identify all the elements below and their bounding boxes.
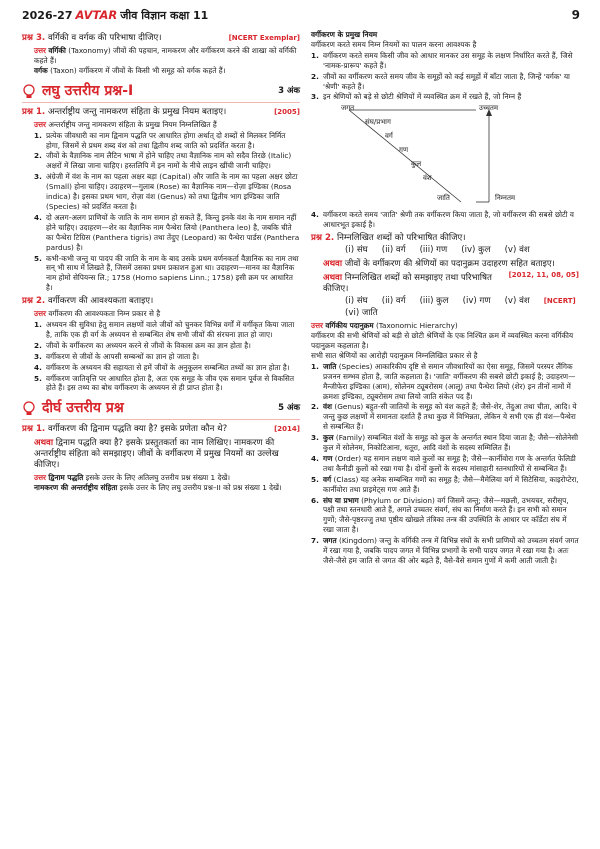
question-2-right: प्रश्न 2. निम्नलिखित शब्दों को परिभाषित कीजिए। [311,233,466,244]
list-item: 5. वर्ग (Class) यह अनेक सम्बन्धित गणों का समूह है; जैसे—मैमेलिया वर्ग में सिटेसिया, काइरोप्टेरा, कार्नीवोरा तथा प्राइमेट्स गण आते हैं। [323,475,579,495]
hierarchy-diagram: जगत उच्चतम संघ/प्रभाग वर्ग गण कुल वंश जाति निम्नतम [311,104,579,208]
bulb-icon [22,401,36,417]
section-long-answer: दीर्घ उत्तरीय प्रश्न 5 अंक [22,399,300,420]
long-question-1: प्रश्न 1. वर्गीकरण की द्विनाम पद्धति क्या है? इसके प्रणेता कौन थे? [2014] [22,424,300,435]
answer-2: उत्तर वर्गीकरण की आवश्यकता निम्न प्रकार से है 1. अध्ययन की सुविधा हेतु समान लक्षणों वाले जीवों को चुनकर विभिन्न वर्गों में वर्गीकृत किया जाता है, ताकि एक ही वर्ग के अध्ययन से सम्बन्धित शेष सभी जीवों की संरचना ज्ञात हो जाए। 2. जीवों के वर्गीकरण का अध्ययन करने से जीवों के विकास क्रम का ज्ञान होता है। 3. वर्गीकरण से जीवों के आपसी सम्बन्धों का ज्ञान हो जाता है। 4. वर्गीकरण के अध्ययन की सहायता से हमें जीवों के अनुकूलन सम्बन्धित तथ्यों का ज्ञान होता है। 5. वर्गीकरण जातिवृत्ति पर आधारित होता है, अतः एक समूह के जीव एक समान पूर्वज से विकसित होते हैं। इस तथ्य का बोध वर्गीकरण के अध्ययन से ही प्राप्त होता है। [22,309,300,393]
list-item: 4. दो अलग-अलग प्राणियों के जाति के नाम समान हो सकते हैं, किन्तु इनके वंश के नाम समान नहीं होने चाहिए। उदाहरण—शेर का वैज्ञानिक नाम पैन्थेरा लियो (Panthera leo) है, जबकि चीते का पैन्थेरा टिग्रिस (Panthera tigris) तथा तेंदुए (Leopard) का पैन्थेरा पार्डस (Panthera pardus) है। [46,213,300,253]
answer-3: उत्तर वर्गिकी (Taxonomy) जीवों की पहचान, नामकरण और वर्गीकरण करने की शाखा को वर्गिकी कहते हैं। वर्गक (Taxon) वर्गीकरण में जीवों के किसी भी समूह को वर्गक कहते हैं। [34,46,297,75]
left-column [22,30,300,493]
answer-right: उत्तर वर्गिकीय पदानुक्रम (Taxonomic Hierarchy) वर्गीकरण की सभी श्रेणियों को बड़ी से छोटी श्रेणियों के एक निश्चित क्रम में व्यवस्थित करना वर्गिकीय पदानुक्रम कहलाता है। सभी सात श्रेणियों का आरोही पदानुक्रम निम्नलिखित प्रकार से है 1. जाति (Species) आकारिकीय दृष्टि से समान जीवधारियों का ऐसा समूह, जिसमें परस्पर लैंगिक प्रजनन सम्भव होता है, जाति कहलाता है। 'जाति' वर्गीकरण की सबसे छोटी इकाई है; उदाहरण—मैन्जीफेरा इण्डिका (आम), सोलेनम ट्यूबरोसम (आलू) तथा पैन्थेरा लियो (शेर) इन तीनों नामों में क्रमशः इण्डिका, ट्यूबरोसम तथा लियो जाति संकेत पद हैं। 2. वंश (Genus) बहुत-सी जातियों के समूह को वंश कहते हैं; जैसे-शेर, तेंदुआ तथा चीता, आदि। ये जन्तु कुछ लक्षणों में समानता दर्शाते हैं तथा कुछ में विभिन्नता, लेकिन ये सभी एक ही वंश—पैन्थेरा से सम्बन्धित हैं। 3. कुल (Family) सम्बन्धित वंशों के समूह को कुल के अन्तर्गत स्थान दिया जाता है; जैसे—सोलेनेसी कुल में सोलेनम, निकोटिआना, धतूरा, आदि वंशों के सदस्य सम्मिलित हैं। 4. गण (Order) यह समान लक्षण वाले कुलों का समूह है; जैसे—कार्नीवोरा गण के अन्तर्गत फेलिडी तथा कैनीडी कुलों को रखा गया है। दोनों कुलों के सदस्य मांसाहारी स्तनधारियों से सम्बन्धित हैं। 5. वर्ग (Class) यह अनेक सम्बन्धित गणों का समूह है; जैसे—मैमेलिया वर्ग में सिटेसिया, काइरोप्टेरा, कार्नीवोरा तथा प्राइमेट्स गण आते हैं। 6. संघ या प्रभाग (Phylum or Division) वर्ग जिसमें जन्तु; जैसे—मछली, उभयचर, सरीसृप, पक्षी तथा स्तनधारी आते हैं, अगले उच्चतर संवर्ग, संघ का निर्माण करते हैं। इन सभी को समान गुणों; जैसे-पृष्ठरज्जु तथा पृष्ठीय खोखले तंत्रिका तन्त्र की उपस्थिति के आधार पर कॉर्डेटा संघ में रखा जाता है। 7. जगत (Kingdom) जन्तु के वर्गिकी तन्त्र में विभिन्न संघों के सभी प्राणियों को उच्चतम संवर्ग जगत में रखा गया है, जबकि पादप जगत में विभिन्न प्रभागों के सभी पादप जगत में रखा गया है। अतः जैसे-जैसे हम जाति से जगत की ओर बढ़ते हैं, वैसे-वैसे समान गुणों में कमी आती जाती है। [311,321,579,566]
list-item: 1. अध्ययन की सुविधा हेतु समान लक्षणों वाले जीवों को चुनकर विभिन्न वर्गों में वर्गीकृत किया जाता है, ताकि एक ही वर्ग के अध्ययन से सम्बन्धित शेष सभी जीवों की संरचना ज्ञात हो जाए। [46,320,300,340]
hierarchy-arrow [311,104,579,208]
right-column: वर्गीकरण के प्रमुख नियम वर्गीकरण करते समय निम्न नियमों का पालन करना आवश्यक है 1. वर्गीकरण करते समय किसी जीव को आधार मानकर उस समूह के लक्षण निर्धारित करते हैं, जिसे 'नामक-प्रारूप' कहते हैं। 2. जीवों का वर्गीकरण करते समय जीव के समूहों को कई समूहों में बाँटा जाता है, जिन्हें 'वर्गक' या 'श्रेणी' कहते हैं। 3. इन श्रेणियों को बड़े से छोटी श्रेणियों में व्यवस्थित क्रम में रखते हैं, जो निम्न हैं जगत उच्चतम संघ/प्रभाग वर्ग गण कुल वंश जाति निम्नतम 4. वर्गीकरण करते समय 'जाति' श्रेणी तक वर्गीकरण किया जाता है, जो वर्गीकरण की सबसे छोटी व आधारभूत इकाई है। प्रश्न 2. निम्नलिखित शब्दों को परिभाषित कीजिए। (i) संघ (ii) वर्ग (iii) गण (iv) कुल (v) वंश अथवा जीवों के वर्गीकरण की श्रेणियों का पदानुक्रम उदाहरण सहित बताइए। [2012, 11, 08, 05] अथवा निम्नलिखित शब्दों को समझाइए तथा परिभाषित कीजिए। (i) संघ (ii) वर्ग (iii) कुल (iv) गण (v) वंश [NCERT] (vi) जाति उत्तर वर्गिकीय पदानुक्रम (Taxonomic Hierarchy) वर्गीकरण की सभी श्रेणियों को बड़ी से छोटी श्रेणियों के एक निश्चित क्रम में व्यवस्थित करना वर्गिकीय पदानुक्रम कहलाता है। सभी सात श्रेणियों का आरोही पदानुक्रम निम्नलिखित प्रकार से है 1. जाति (Species) आकारिकीय दृष्टि से समान जीवधारियों का ऐसा समूह, जिसमें परस्पर लैंगिक प्रजनन सम्भव होता है, जाति कहलाता है। 'जाति' वर्गीकरण की सबसे छोटी इकाई है; उदाहरण—मैन्जीफेरा इण्डिका (आम), सोलेनम ट्यूबरोसम (आलू) तथा पैन्थेरा लियो (शेर) इन तीनों नामों में क्रमशः इण्डिका, ट्यूबरोसम तथा लियो जाति संकेत पद हैं। 2. वंश (Genus) बहुत-सी जातियों के समूह को वंश कहते हैं; जैसे-शेर, तेंदुआ तथा चीता, आदि। ये जन्तु कुछ लक्षणों में समानता दर्शाते हैं तथा कुछ में विभिन्नता, लेकिन ये सभी एक ही वंश—पैन्थेरा से सम्बन्धित हैं। 3. कुल (Family) सम्बन्धित वंशों के समूह को कुल के अन्तर्गत स्थान दिया जाता है; जैसे—सोलेनेसी कुल में सोलेनम, निकोटिआना, धतूरा, आदि वंशों के सदस्य सम्मिलित हैं। 4. गण (Order) यह समान लक्षण वाले कुलों का समूह है; जैसे—कार्नीवोरा गण के अन्तर्गत फेलिडी तथा कैनीडी कुलों को रखा गया है। दोनों कुलों के सदस्य मांसाहारी स्तनधारियों से सम्बन्धित हैं। 5. वर्ग (Class) यह अनेक सम्बन्धित गणों का समूह है; जैसे—मैमेलिया वर्ग में सिटेसिया, काइरोप्टेरा, कार्नीवोरा तथा प्राइमेट्स गण आते हैं। 6. संघ या प्रभाग (Phylum or Division) वर्ग जिसमें जन्तु; जैसे—मछली, उभयचर, सरीसृप, पक्षी तथा स्तनधारी आते हैं, अगले उच्चतर संवर्ग, संघ का निर्माण करते हैं। इन सभी को समान गुणों; जैसे-पृष्ठरज्जु तथा पृष्ठीय खोखले तंत्रिका तन्त्र की उपस्थिति के आधार पर कॉर्डेटा संघ में रखा जाता है। 7. जगत (Kingdom) जन्तु के वर्गिकी तन्त्र में विभिन्न संघों के सभी प्राणियों को उच्चतम संवर्ग जगत में रखा गया है, जबकि पादप जगत में विभिन्न प्रभागों के सभी पादप जगत में रखा गया है। अतः जैसे-जैसे हम जाति से जगत की ओर बढ़ते हैं, वैसे-वैसे समान गुणों में कमी आती जाती है। [311,30,579,567]
alternate-question-2: अथवा निम्नलिखित शब्दों को समझाइए तथा परिभाषित कीजिए। [323,273,492,295]
list-item: 3. वर्गीकरण से जीवों के आपसी सम्बन्धों का ज्ञान हो जाता है। [46,352,300,362]
list-item: 5. कभी-कभी जन्तु या पादप की जाति के नाम के बाद उसके प्रथम वर्णनकर्ता वैज्ञानिक का नाम तथा सन् भी साथ में लिखते हैं, जिसमें उसका प्रथम प्रकाशन हुआ था। उदाहरण—मानव का वैज्ञानिक नाम होमो सेपियन्स लि.; 1758 (Homo sapiens Linn.; 1758) इसी क्रम पर आधारित है। [46,254,300,294]
list-item: 3. कुल (Family) सम्बन्धित वंशों के समूह को कुल के अन्तर्गत स्थान दिया जाता है; जैसे—सोलेनेसी कुल में सोलेनम, निकोटिआना, धतूरा, आदि वंशों के सदस्य सम्मिलित हैं। [323,433,579,453]
session: 2026-27 [22,8,73,22]
list-item: 4. वर्गीकरण करते समय 'जाति' श्रेणी तक वर्गीकरण किया जाता है, जो वर्गीकरण की सबसे छोटी व आधारभूत इकाई है। [323,210,579,230]
alternate-question-1: अथवा जीवों के वर्गीकरण की श्रेणियों का पदानुक्रम उदाहरण सहित बताइए। [2012, 11, 08, 05] [323,259,579,280]
page-header [22,6,580,24]
subject: जीव विज्ञान [120,8,167,22]
question-1: प्रश्न 1. अन्तर्राष्ट्रीय जन्तु नामकरण संहिता के प्रमुख नियम बताइए। [2005] [22,106,300,117]
alternate-question: अथवा द्विनाम पद्धति क्या है? इसके प्रस्तुतकर्ता का नाम लिखिए। नामकरण की अन्तर्राष्ट्रीय संहिता को समझाइए। जीवों के वर्गीकरण में प्रमुख नियमों का उल्लेख कीजिए। [34,438,279,471]
list-item: 4. वर्गीकरण के अध्ययन की सहायता से हमें जीवों के अनुकूलन सम्बन्धित तथ्यों का ज्ञान होता है। [46,363,300,373]
list-item: 2. जीवों के वैज्ञानिक नाम लैटिन भाषा में होने चाहिए तथा वैज्ञानिक नाम को सदैव तिरछे (Italic) अक्षरों में लिखा जाना चाहिए। हस्तलिपि में इन नामों के नीचे लाइन खींची जानी चाहिए। [46,151,300,171]
options-row: (i) संघ (ii) वर्ग (iii) गण (iv) कुल (v) वंश [345,245,530,256]
long-answer-1: उत्तर द्विनाम पद्धति इसके उत्तर के लिए अतिलघु उत्तरीय प्रश्न संख्या 1 देखें। नामकरण की अन्तर्राष्ट्रीय संहिता इसके उत्तर के लिए लघु उत्तरीय प्रश्न–II को प्रश्न संख्या 1 देखें। [34,473,282,493]
list-item: 2. वंश (Genus) बहुत-सी जातियों के समूह को वंश कहते हैं; जैसे-शेर, तेंदुआ तथा चीता, आदि। ये जन्तु कुछ लक्षणों में समानता दर्शाते हैं तथा कुछ में विभिन्नता, लेकिन ये सभी एक ही वंश—पैन्थेरा से सम्बन्धित हैं। [323,402,579,432]
options-row-3: (vi) जाति [345,308,378,319]
question-2: प्रश्न 2. वर्गीकरण की आवश्यकता बताइए। [22,296,154,307]
page-number: 9 [571,8,580,22]
bulb-icon [22,84,36,100]
list-item: 7. जगत (Kingdom) जन्तु के वर्गिकी तन्त्र में विभिन्न संघों के सभी प्राणियों को उच्चतम संवर्ग जगत में रखा गया है, जबकि पादप जगत में विभिन्न प्रभागों के सभी पादप जगत में रखा गया है। अतः जैसे-जैसे हम जाति से जगत की ओर बढ़ते हैं, वैसे-वैसे समान गुणों में कमी आती जाती है। [323,536,579,566]
list-item: 5. वर्गीकरण जातिवृत्ति पर आधारित होता है, अतः एक समूह के जीव एक समान पूर्वज से विकसित होते हैं। इस तथ्य का बोध वर्गीकरण के अध्ययन से ही प्राप्त होता है। [46,374,300,394]
list-item: 3. अंग्रेजी में वंश के नाम का पहला अक्षर बड़ा (Capital) और जाति के नाम का पहला अक्षर छोटा (Small) होना चाहिए। उदाहरण—गुलाब (Rose) का वैज्ञानिक नाम—रोज़ा इण्डिका (Rosa indica) है। इसका प्रथम भाग, रोज़ा वंश (Genus) को तथा द्वितीय भाग इण्डिका जाति (Species) को प्रदर्शित करता है। [46,172,300,212]
list-item: 4. गण (Order) यह समान लक्षण वाले कुलों का समूह है; जैसे—कार्नीवोरा गण के अन्तर्गत फेलिडी तथा कैनीडी कुलों को रखा गया है। दोनों कुलों के सदस्य मांसाहारी स्तनधारियों से सम्बन्धित हैं। [323,454,579,474]
rules-title: वर्गीकरण के प्रमुख नियम [311,30,378,39]
list-item: 1. प्रत्येक जीवधारी का नाम द्विनाम पद्धति पर आधारित होगा अर्थात् दो शब्दों से मिलकर निर्मित होगा, जिसमें से प्रथम शब्द वंश को तथा द्वितीय शब्द जाति को प्रदर्शित करता है। [46,131,300,151]
class-label: कक्षा 11 [170,8,209,22]
list-item: 6. संघ या प्रभाग (Phylum or Division) वर्ग जिसमें जन्तु; जैसे—मछली, उभयचर, सरीसृप, पक्षी तथा स्तनधारी आते हैं, अगले उच्चतर संवर्ग, संघ का निर्माण करते हैं। इन सभी को समान गुणों; जैसे-पृष्ठरज्जु तथा पृष्ठीय खोखले तंत्रिका तन्त्र की उपस्थिति के आधार पर कॉर्डेटा संघ में रखा जाता है। [323,496,579,536]
list-item: 2. जीवों का वर्गीकरण करते समय जीव के समूहों को कई समूहों में बाँटा जाता है, जिन्हें 'वर्गक' या 'श्रेणी' कहते हैं। [323,72,579,92]
question-3: प्रश्न 3. वर्गिकी व वर्गक की परिभाषा दीजिए। [NCERT Exemplar] [22,33,300,43]
brand-logo: AVTAR [75,8,118,22]
answer-1: उत्तर अन्तर्राष्ट्रीय जन्तु नामकरण संहिता के प्रमुख नियम निम्नलिखित हैं 1. प्रत्येक जीवधारी का नाम द्विनाम पद्धति पर आधारित होगा अर्थात् दो शब्दों से मिलकर निर्मित होगा, जिसमें से प्रथम शब्द वंश को तथा द्वितीय शब्द जाति को प्रदर्शित करता है। 2. जीवों के वैज्ञानिक नाम लैटिन भाषा में होने चाहिए तथा वैज्ञानिक नाम को सदैव तिरछे (Italic) अक्षरों में लिखा जाना चाहिए। हस्तलिपि में इन नामों के नीचे लाइन खींची जानी चाहिए। 3. अंग्रेजी में वंश के नाम का पहला अक्षर बड़ा (Capital) और जाति के नाम का पहला अक्षर छोटा (Small) होना चाहिए। उदाहरण—गुलाब (Rose) का वैज्ञानिक नाम—रोज़ा इण्डिका (Rosa indica) है। इसका प्रथम भाग, रोज़ा वंश (Genus) को तथा द्वितीय भाग इण्डिका जाति (Species) को प्रदर्शित करता है। 4. दो अलग-अलग प्राणियों के जाति के नाम समान हो सकते हैं, किन्तु इनके वंश के नाम समान नहीं होने चाहिए। उदाहरण—शेर का वैज्ञानिक नाम पैन्थेरा लियो (Panthera leo) है, जबकि चीते का पैन्थेरा टिग्रिस (Panthera tigris) तथा तेंदुए (Leopard) का पैन्थेरा पार्डस (Panthera pardus) है। 5. कभी-कभी जन्तु या पादप की जाति के नाम के बाद उसके प्रथम वर्णनकर्ता वैज्ञानिक का नाम तथा सन् भी साथ में लिखते हैं, जिसमें उसका प्रथम प्रकाशन हुआ था। उदाहरण—मानव का वैज्ञानिक नाम होमो सेपियन्स लि.; 1758 (Homo sapiens Linn.; 1758) इसी क्रम पर आधारित है। [22,120,300,293]
list-item: 3. इन श्रेणियों को बड़े से छोटी श्रेणियों में व्यवस्थित क्रम में रखते हैं, जो निम्न हैं [323,92,579,102]
section-short-answer: लघु उत्तरीय प्रश्न-I 3 अंक [22,82,300,103]
list-item: 1. जाति (Species) आकारिकीय दृष्टि से समान जीवधारियों का ऐसा समूह, जिसमें परस्पर लैंगिक प्रजनन सम्भव होता है, जाति कहलाता है। 'जाति' वर्गीकरण की सबसे छोटी इकाई है; उदाहरण—मैन्जीफेरा इण्डिका (आम), सोलेनम ट्यूबरोसम (आलू) तथा पैन्थेरा लियो (शेर) इन तीनों नामों में क्रमशः इण्डिका, ट्यूबरोसम तथा लियो जाति संकेत पद हैं। [323,362,579,402]
list-item: 1. वर्गीकरण करते समय किसी जीव को आधार मानकर उस समूह के लक्षण निर्धारित करते हैं, जिसे 'नामक-प्रारूप' कहते हैं। [323,51,579,71]
options-row-2: (i) संघ (ii) वर्ग (iii) कुल (iv) गण (v) वंश [NCERT] [345,296,576,307]
list-item: 2. जीवों के वर्गीकरण का अध्ययन करने से जीवों के विकास क्रम का ज्ञान होता है। [46,341,300,351]
